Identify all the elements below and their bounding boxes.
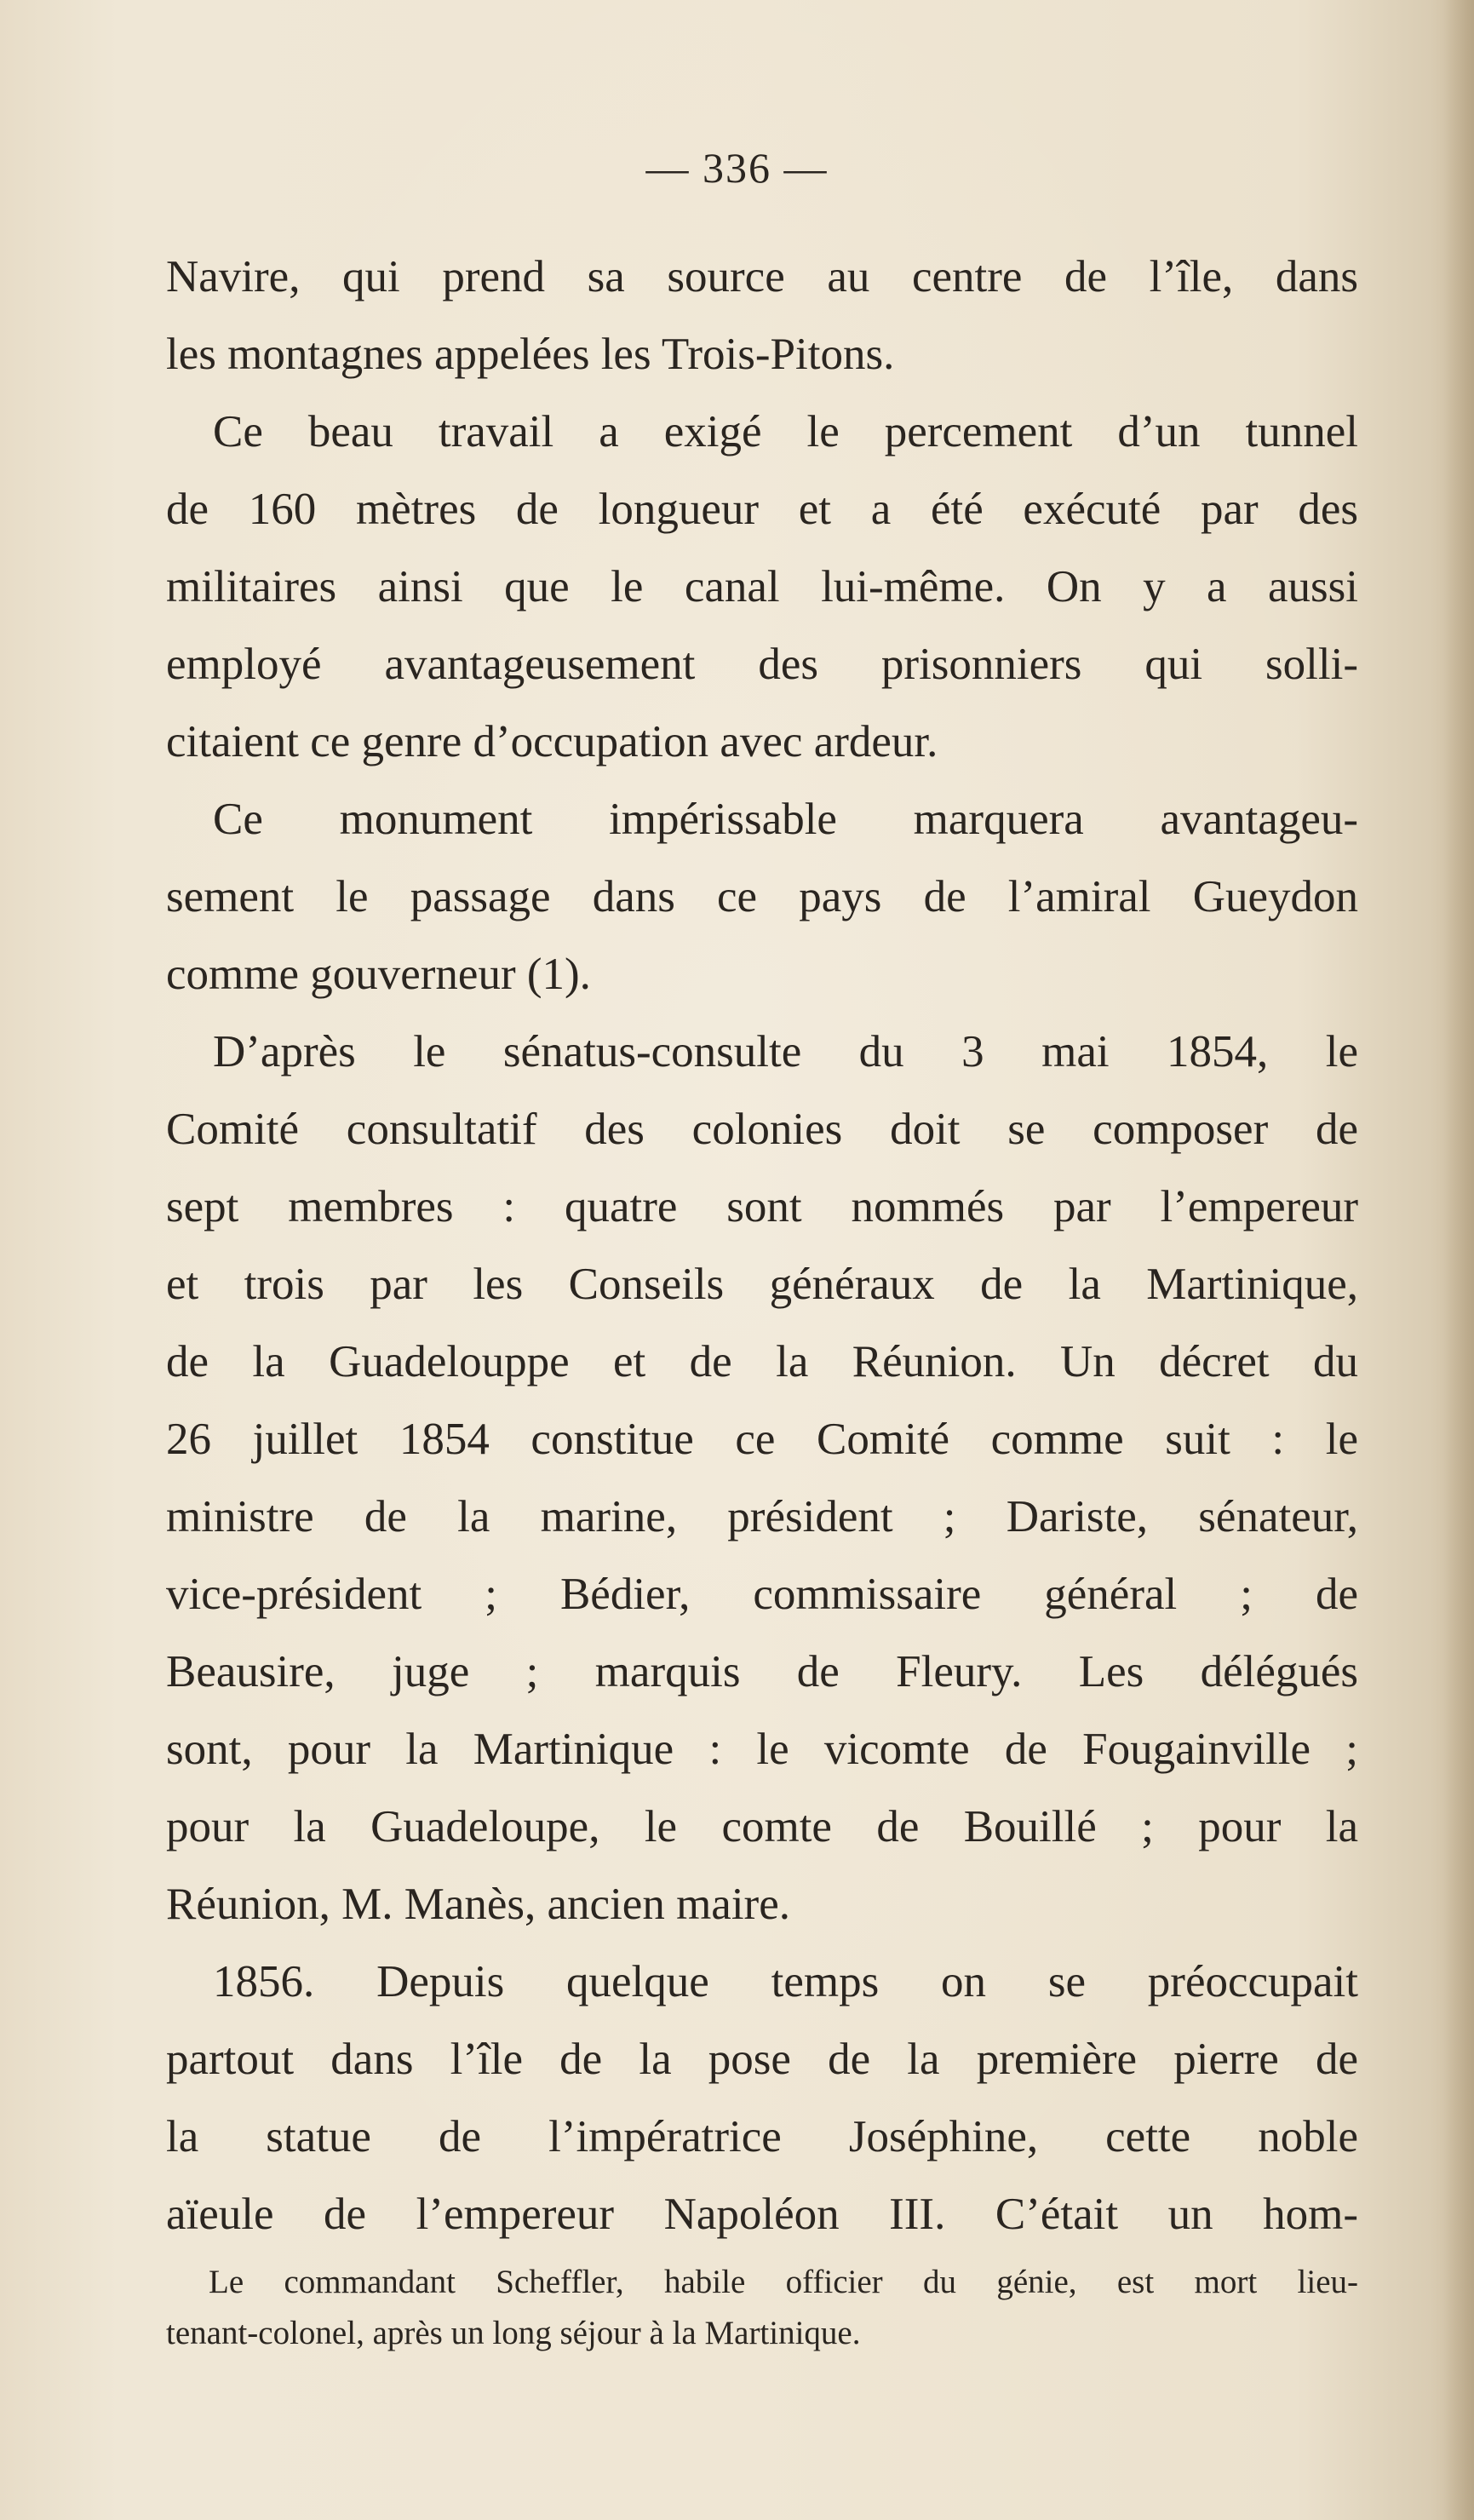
body-line: vice-président ; Bédier, commissaire général ; de	[166, 1570, 1358, 1619]
body-line: sept membres : quatre sont nommés par l’empereur	[166, 1182, 1358, 1231]
body-line: Comité consultatif des colonies doit se composer de	[166, 1105, 1358, 1154]
body-line: la statue de l’impératrice Joséphine, cette noble	[166, 2112, 1358, 2161]
body-line: partout dans l’île de la pose de la première pierre de	[166, 2035, 1358, 2084]
footnote	[166, 2257, 1358, 2359]
paragraph-start-line: 1856. Depuis quelque temps on se préoccupait	[213, 1957, 1358, 2006]
footnote-line: Le commandant Scheffler, habile officier du génie, est mort lieu-	[209, 2264, 1358, 2300]
body-line: de 160 mètres de longueur et a été exécuté par des	[166, 485, 1358, 534]
body-line: Beausire, juge ; marquis de Fleury. Les délégués	[166, 1647, 1358, 1696]
page-edge-shadow	[1443, 0, 1474, 2520]
body-line: comme gouverneur (1).	[166, 950, 591, 999]
footnote-line: tenant-colonel, après un long séjour à la Martinique.	[166, 2315, 861, 2351]
body-line: sement le passage dans ce pays de l’amiral Gueydon	[166, 872, 1358, 921]
body-line: sont, pour la Martinique : le vicomte de Fougainville ;	[166, 1725, 1358, 1774]
body-line: aïeule de l’empereur Napoléon III. C’était un hom-	[166, 2190, 1358, 2239]
body-line: 26 juillet 1854 constitue ce Comité comme suit : le	[166, 1415, 1358, 1464]
body-line: ministre de la marine, président ; Dariste, sénateur,	[166, 1492, 1358, 1541]
paragraph-start-line: D’après le sénatus-consulte du 3 mai 1854, le	[213, 1027, 1358, 1076]
body-line: Réunion, M. Manès, ancien maire.	[166, 1880, 790, 1929]
body-line: de la Guadelouppe et de la Réunion. Un décret du	[166, 1337, 1358, 1386]
paragraph-start-line: Ce monument impérissable marquera avantageu-	[213, 795, 1358, 844]
body-line: employé avantageusement des prisonniers qui solli-	[166, 640, 1358, 689]
body-line: les montagnes appelées les Trois-Pitons.	[166, 330, 895, 379]
body-line: et trois par les Conseils généraux de la Martinique,	[166, 1260, 1358, 1309]
paragraph-start-line: Ce beau travail a exigé le percement d’un tunnel	[213, 407, 1358, 456]
page-number: — 336 —	[645, 144, 829, 192]
body-line: citaient ce genre d’occupation avec ardeur.	[166, 717, 938, 766]
body-line: Navire, qui prend sa source au centre de l’île, dans	[166, 252, 1358, 301]
body-line: militaires ainsi que le canal lui-même. On y a aussi	[166, 562, 1358, 611]
body-text	[166, 238, 1358, 2253]
body-line: pour la Guadeloupe, le comte de Bouillé ; pour la	[166, 1802, 1358, 1851]
